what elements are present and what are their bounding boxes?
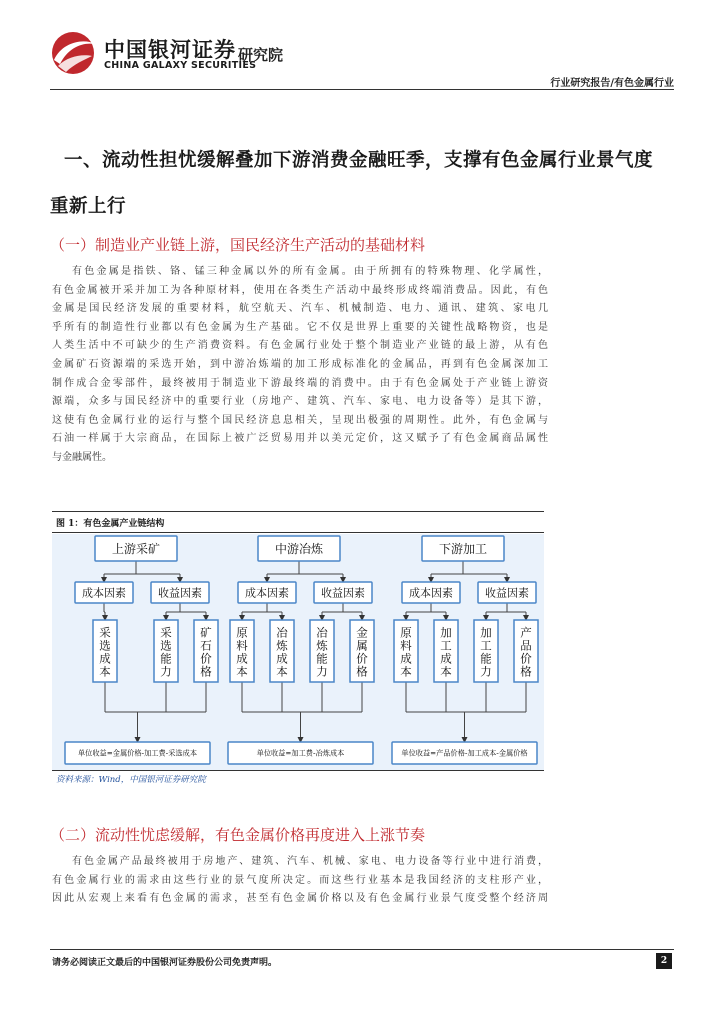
- galaxy-logo-icon: [48, 30, 98, 76]
- stage-formula-2-label: 单位收益=产品价格-加工成本-金属价格: [401, 748, 528, 758]
- factor-leaf-0-0-char: 采: [99, 625, 111, 640]
- paragraph-line: 这使有色金属行业的运行与整个国民经济息息相关，呈现出极强的周期性。此外，有色金属与: [52, 414, 548, 426]
- revenue-factor-2-label: 收益因素: [485, 586, 529, 600]
- cost-factor-1-label: 成本因素: [245, 586, 289, 600]
- cost-factor-0: [75, 582, 133, 603]
- factor-leaf-1-1: [270, 620, 294, 682]
- stage-top-1-label: 中游冶炼: [274, 541, 324, 556]
- cost-factor-2: [402, 582, 460, 603]
- factor-leaf-1-2-char: 力: [316, 664, 328, 679]
- factor-leaf-2-1-char: 成: [440, 651, 452, 666]
- factor-leaf-1-0-char: 成: [236, 651, 248, 666]
- factor-leaf-2-3-char: 产: [520, 625, 532, 640]
- revenue-factor-1: [314, 582, 372, 603]
- paragraph-line: 有色金属行业的需求由这些行业的景气度所决定。而这些行业基本是我国经济的支柱形产业，: [52, 874, 548, 886]
- logo-name-cn: 中国银河证券: [104, 38, 236, 62]
- factor-leaf-2-0-char: 成: [400, 651, 412, 666]
- stage-top-0: [95, 536, 177, 561]
- factor-leaf-1-1-char: 本: [276, 664, 288, 679]
- stage-top-0-label: 上游采矿: [111, 541, 161, 556]
- factor-leaf-2-2-char: 加: [480, 625, 492, 640]
- factor-leaf-0-2-char: 石: [200, 638, 212, 653]
- factor-leaf-0-0-char: 成: [99, 651, 111, 666]
- figure-title: 图 1：有色金属产业链结构: [56, 519, 165, 529]
- paragraph-line: 人类生活中不可缺少的生产消费资料。有色金属行业处于整个制造业产业链的最上游，从有色: [52, 340, 548, 352]
- factor-leaf-2-2: [474, 620, 498, 682]
- paragraph-1: [52, 263, 548, 468]
- factor-leaf-1-1-char: 炼: [276, 638, 288, 653]
- factor-leaf-0-1: [154, 620, 178, 682]
- subsection-title-2: （二）流动性忧虑缓解，有色金属价格再度进入上涨节奏: [50, 826, 426, 844]
- factor-leaf-2-2-char: 力: [480, 664, 492, 679]
- factor-leaf-0-1-char: 选: [160, 638, 172, 653]
- paragraph-line: 有色金属产品最终被用于房地产、建筑、汽车、机械、家电、电力设备等行业中进行消费，: [72, 856, 548, 867]
- paragraph-line: 乎所有的制造性行业都以有色金属为生产基础。它不仅是世界上重要的关键性战略物资，也是: [52, 321, 548, 333]
- factor-leaf-1-3-char: 金: [356, 625, 368, 640]
- stage-top-2-label: 下游加工: [438, 541, 488, 556]
- factor-leaf-1-3-char: 格: [356, 664, 368, 679]
- paragraph-line: 金属是国民经济发展的重要材料，航空航天、汽车、机械制造、电力、通讯、建筑、家电几: [52, 303, 548, 315]
- factor-leaf-2-2-char: 工: [480, 638, 492, 653]
- factor-leaf-0-1-char: 力: [160, 664, 172, 679]
- cost-factor-1: [238, 582, 296, 603]
- revenue-factor-1-label: 收益因素: [321, 586, 365, 600]
- factor-leaf-2-0-char: 本: [400, 664, 412, 679]
- revenue-factor-0-label: 收益因素: [158, 586, 202, 600]
- factor-leaf-1-0-char: 本: [236, 664, 248, 679]
- paragraph-line: 金属矿石资源端的采选开始，到中游冶炼端的加工形成标准化的金属品，再到有色金属深加工: [52, 358, 548, 370]
- factor-leaf-0-2: [194, 620, 218, 682]
- paragraph-line: 因此从宏观上来看有色金属的需求，甚至有色金属价格以及有色金属行业景气度受整个经济周: [52, 893, 548, 905]
- factor-leaf-1-1-char: 冶: [276, 625, 288, 640]
- figure-title-rule: [52, 532, 544, 533]
- paragraph-line: 石油一样属于大宗商品，在国际上被广泛贸易用并以美元定价，这又赋予了有色金属商品属性: [52, 433, 548, 445]
- diagram-canvas: [52, 534, 544, 770]
- factor-leaf-1-2: [310, 620, 334, 682]
- stage-top-2: [422, 536, 504, 561]
- factor-leaf-1-0-char: 料: [236, 638, 248, 653]
- factor-leaf-1-0-char: 原: [236, 625, 248, 640]
- figure-source: 资料来源：Wind，中国银河证券研究院: [56, 775, 206, 785]
- factor-leaf-2-0: [394, 620, 418, 682]
- factor-leaf-2-1-char: 本: [440, 664, 452, 679]
- factor-leaf-1-2-char: 炼: [316, 638, 328, 653]
- stage-formula-0-label: 单位收益=金属价格-加工费-采选成本: [77, 748, 198, 758]
- factor-leaf-0-0-char: 选: [99, 638, 111, 653]
- factor-leaf-1-3: [350, 620, 374, 682]
- factor-leaf-1-3-char: 价: [356, 651, 368, 666]
- factor-leaf-1-1-char: 成: [276, 651, 288, 666]
- logo-name-en: CHINA GALAXY SECURITIES: [104, 60, 257, 71]
- stage-top-1: [258, 536, 340, 561]
- factor-leaf-2-3-char: 格: [520, 664, 532, 679]
- figure-bottom-rule: [52, 770, 544, 771]
- factor-leaf-1-0: [230, 620, 254, 682]
- paragraph-line: 制作成合金零部件，最终被用于制造业下游最终端的消费中。由于有色金属处于产业链上游资: [52, 377, 548, 389]
- stage-formula-2: [392, 742, 537, 764]
- cost-factor-0-label: 成本因素: [82, 586, 126, 600]
- paragraph-line: 源端，众多与国民经济中的重要行业（房地产、建筑、汽车、家电、电力设备等）是其下游，: [52, 396, 548, 408]
- factor-leaf-0-1-char: 能: [160, 651, 172, 666]
- footer-divider: [50, 949, 674, 950]
- footer-disclaimer: 请务必阅读正文最后的中国银河证券股份公司免责声明。: [52, 958, 278, 968]
- factor-leaf-2-3-char: 价: [520, 651, 532, 666]
- paragraph-line: 与金融属性。: [52, 451, 112, 463]
- header-divider: [50, 89, 674, 90]
- revenue-factor-2: [478, 582, 536, 603]
- section-title: 一、流动性担忧缓解叠加下游消费金融旺季，支撑有色金属行业景气度: [64, 150, 654, 171]
- factor-leaf-2-2-char: 能: [480, 651, 492, 666]
- factor-leaf-2-3: [514, 620, 538, 682]
- stage-formula-0: [65, 742, 210, 764]
- factor-leaf-0-1-char: 采: [160, 625, 172, 640]
- paragraph-line: 有色金属被开采并加工为各种原材料，使用在各类生产活动中最终形成终端消费品。因此，有色: [52, 284, 548, 296]
- institute-label: 研究院: [238, 46, 284, 64]
- stage-formula-1-label: 单位收益=加工费-冶炼成本: [256, 748, 345, 758]
- paragraph-2: [52, 853, 548, 909]
- factor-leaf-0-2-char: 格: [200, 664, 212, 679]
- factor-leaf-0-2-char: 矿: [200, 625, 212, 640]
- industry-chain-diagram: [52, 534, 544, 770]
- factor-leaf-0-0: [93, 620, 117, 682]
- factor-leaf-2-1-char: 加: [440, 625, 452, 640]
- stage-formula-1: [228, 742, 373, 764]
- factor-leaf-2-3-char: 品: [520, 638, 532, 653]
- revenue-factor-0: [151, 582, 209, 603]
- cost-factor-2-label: 成本因素: [409, 586, 453, 600]
- subsection-title-1: （一）制造业产业链上游，国民经济生产活动的基础材料: [50, 236, 426, 254]
- figure-top-rule: [52, 511, 544, 512]
- factor-leaf-2-0-char: 料: [400, 638, 412, 653]
- section-title-cont: 重新上行: [50, 196, 127, 217]
- report-type: 行业研究报告/有色金属行业: [550, 78, 674, 89]
- factor-leaf-2-1: [434, 620, 458, 682]
- paragraph-line: 有色金属是指铁、铬、锰三种金属以外的所有金属。由于所拥有的特殊物理、化学属性，: [72, 266, 548, 277]
- factor-leaf-2-1-char: 工: [440, 638, 452, 653]
- factor-leaf-1-3-char: 属: [356, 638, 368, 653]
- factor-leaf-1-2-char: 冶: [316, 625, 328, 640]
- factor-leaf-2-0-char: 原: [400, 625, 412, 640]
- page-number: 2: [656, 953, 672, 969]
- factor-leaf-0-0-char: 本: [99, 664, 111, 679]
- factor-leaf-1-2-char: 能: [316, 651, 328, 666]
- factor-leaf-0-2-char: 价: [200, 651, 212, 666]
